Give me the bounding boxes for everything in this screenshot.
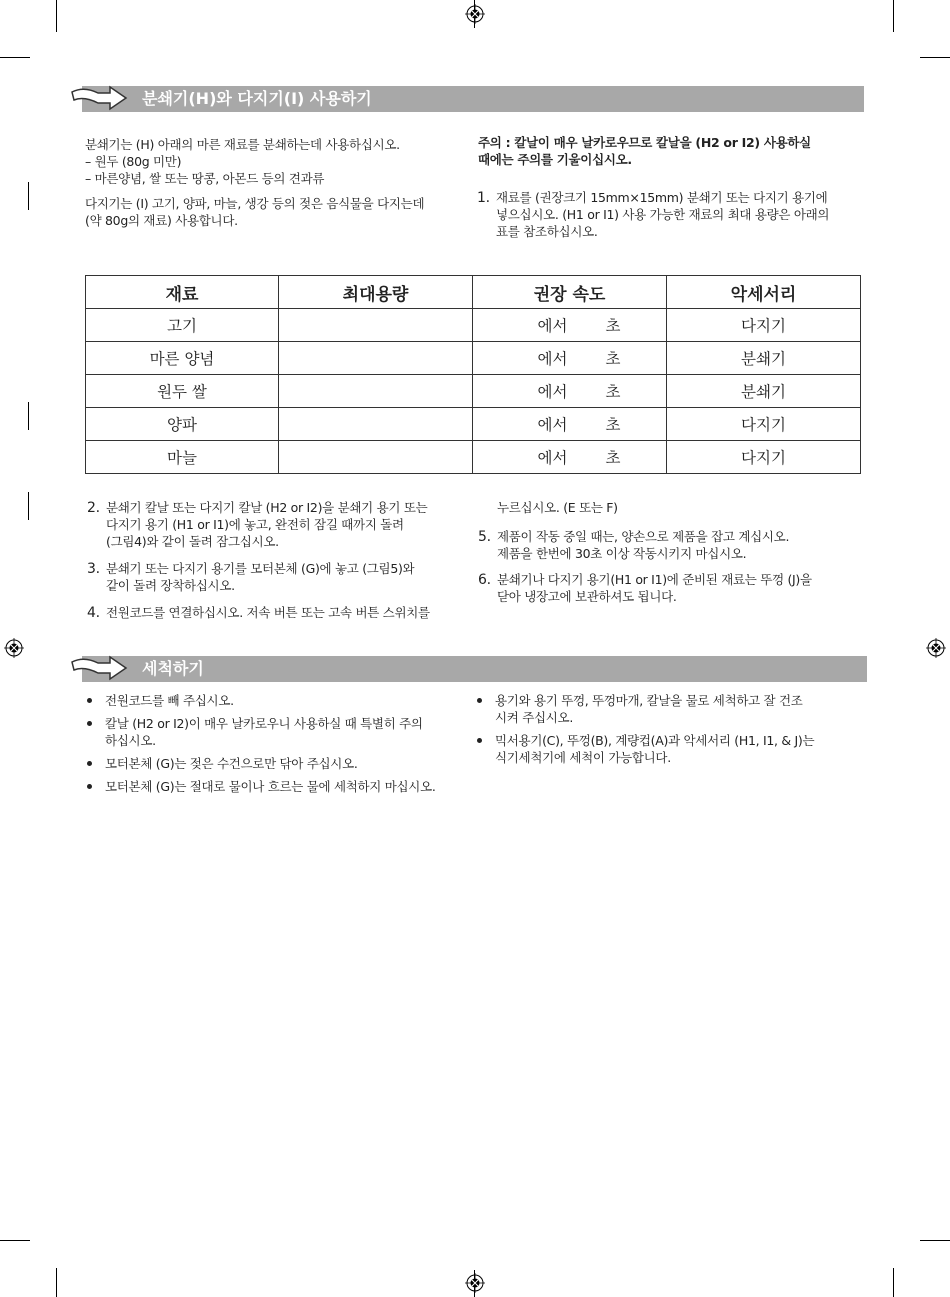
table-row xyxy=(86,375,861,408)
cell-accessory: 다지기 xyxy=(667,441,861,474)
list-item: 믹서용기(C), 뚜껑(B), 계량컵(A)과 악세서리 (H1, I1, & J)는 식기세척기에 세척이 가능합니다. xyxy=(475,732,855,766)
step-6-line2: 닫아 냉장고에 보관하셔도 됩니다. xyxy=(497,589,677,604)
chopper-intro-line2: (약 80g의 재료) 사용합니다. xyxy=(85,213,238,228)
cell-speed xyxy=(473,375,667,408)
section-banner-grinder-chopper xyxy=(82,86,864,112)
step-2-line3: (그림4)와 같이 돌려 잠그십시오. xyxy=(106,534,279,549)
speed-seconds: 초 xyxy=(605,416,621,434)
step-4-continued xyxy=(497,499,867,516)
caution-block xyxy=(478,134,868,168)
cell-capacity xyxy=(279,441,473,474)
list-item: 칼날 (H2 or I2)이 매우 날카로우니 사용하실 때 특별히 주의 하십시오. xyxy=(85,715,465,749)
registration-mark-icon xyxy=(4,638,24,658)
section-title: 세척하기 xyxy=(142,659,204,678)
grinder-item-coffee: – 원두 (80g 미만) xyxy=(85,154,182,169)
list-item: 용기와 용기 뚜껑, 뚜껑마개, 칼날을 물로 세척하고 잘 건조 시켜 주십시오. xyxy=(475,692,855,726)
chopper-intro-line1: 다지기는 (I) 고기, 양파, 마늘, 생강 등의 젖은 음식물을 다지는데 xyxy=(85,196,425,211)
step-4 xyxy=(87,604,464,621)
header-speed: 권장 속도 xyxy=(473,276,667,309)
cell-accessory: 다지기 xyxy=(667,408,861,441)
cell-speed xyxy=(473,408,667,441)
speed-from: 에서 xyxy=(537,350,568,368)
step-number: 4. xyxy=(87,605,100,621)
caution-line1: 주의 : 칼날이 매우 날카로우므로 칼날을 (H2 or I2) 사용하실 xyxy=(478,135,811,150)
table-header-row xyxy=(86,276,861,309)
cell-speed xyxy=(473,441,667,474)
registration-mark-icon xyxy=(465,1273,485,1293)
registration-mark-icon xyxy=(926,638,946,658)
cell-capacity xyxy=(279,375,473,408)
arrow-icon xyxy=(70,654,130,684)
speed-seconds: 초 xyxy=(605,383,621,401)
cell-accessory: 분쇄기 xyxy=(667,342,861,375)
cell-material: 마른 양념 xyxy=(86,342,279,375)
step-5 xyxy=(478,528,867,562)
step-5-line1: 제품이 작동 중일 때는, 양손으로 제품을 잡고 계십시오. xyxy=(497,529,790,544)
cell-capacity xyxy=(279,408,473,441)
header-material: 재료 xyxy=(86,276,279,309)
step-1-line1: 재료를 (권장크기 15mm×15mm) 분쇄기 또는 다지기 용기에 xyxy=(496,190,828,205)
cell-speed xyxy=(473,342,667,375)
speed-from: 에서 xyxy=(537,383,568,401)
list-item: 모터본체 (G)는 젖은 수건으로만 닦아 주십시오. xyxy=(85,755,465,772)
step-4-line1: 전원코드를 연결하십시오. 저속 버튼 또는 고속 버튼 스위치를 xyxy=(106,605,430,620)
step-5-line2: 제품을 한번에 30초 이상 작동시키지 마십시오. xyxy=(497,546,747,561)
table-row xyxy=(86,408,861,441)
cleaning-list-right xyxy=(475,692,855,772)
step-2-line1: 분쇄기 칼날 또는 다지기 칼날 (H2 or I2)을 분쇄기 용기 또는 xyxy=(106,500,428,515)
step-4-line2: 누르십시오. (E 또는 F) xyxy=(497,500,618,515)
capacity-table xyxy=(85,275,861,474)
table-row xyxy=(86,309,861,342)
step-6-line1: 분쇄기나 다지기 용기(H1 or I1)에 준비된 재료는 뚜껑 (J)을 xyxy=(497,572,812,587)
section-banner-cleaning xyxy=(82,656,867,682)
speed-from: 에서 xyxy=(537,317,568,335)
grinder-item-nuts: – 마른양념, 쌀 또는 땅콩, 아몬드 등의 견과류 xyxy=(85,171,325,186)
speed-from: 에서 xyxy=(537,449,568,467)
step-6 xyxy=(478,571,867,605)
cleaning-list-left xyxy=(85,692,465,801)
cell-material: 양파 xyxy=(86,408,279,441)
step-2 xyxy=(87,499,464,550)
table-row xyxy=(86,342,861,375)
cell-material: 고기 xyxy=(86,309,279,342)
speed-seconds: 초 xyxy=(605,317,621,335)
cell-speed xyxy=(473,309,667,342)
step-number: 5. xyxy=(478,529,491,545)
header-accessory: 악세서리 xyxy=(667,276,861,309)
arrow-icon xyxy=(70,84,130,114)
cell-accessory: 분쇄기 xyxy=(667,375,861,408)
list-item: 모터본체 (G)는 절대로 물이나 흐르는 물에 세척하지 마십시오. xyxy=(85,778,465,795)
step-3-line2: 같이 돌려 장착하십시오. xyxy=(106,578,235,593)
speed-seconds: 초 xyxy=(605,449,621,467)
grinder-intro-block xyxy=(85,136,465,229)
step-3-line1: 분쇄기 또는 다지기 용기를 모터본체 (G)에 놓고 (그림5)와 xyxy=(106,561,415,576)
list-item: 전원코드를 빼 주십시오. xyxy=(85,692,465,709)
cell-material: 원두 쌀 xyxy=(86,375,279,408)
step-1-line3: 표를 참조하십시오. xyxy=(496,224,598,239)
caution-line2: 때에는 주의를 기울이십시오. xyxy=(478,152,632,167)
step-number: 6. xyxy=(478,572,491,588)
step-2-line2: 다지기 용기 (H1 or I1)에 놓고, 완전히 잠길 때까지 돌려 xyxy=(106,517,404,532)
cell-accessory: 다지기 xyxy=(667,309,861,342)
registration-mark-icon xyxy=(465,4,485,24)
cell-capacity xyxy=(279,309,473,342)
grinder-intro: 분쇄기는 (H) 아래의 마른 재료를 분쇄하는데 사용하십시오. xyxy=(85,137,400,152)
step-number: 3. xyxy=(87,561,100,577)
step-number: 2. xyxy=(87,500,100,516)
speed-seconds: 초 xyxy=(605,350,621,368)
cell-capacity xyxy=(279,342,473,375)
step-1-line2: 넣으십시오. (H1 or I1) 사용 가능한 재료의 최대 용량은 아래의 xyxy=(496,207,830,222)
step-1 xyxy=(477,189,866,240)
header-capacity: 최대용량 xyxy=(279,276,473,309)
speed-from: 에서 xyxy=(537,416,568,434)
step-3 xyxy=(87,560,464,594)
table-row xyxy=(86,441,861,474)
section-title: 분쇄기(H)와 다지기(I) 사용하기 xyxy=(142,89,372,108)
step-number: 1. xyxy=(477,190,490,206)
cell-material: 마늘 xyxy=(86,441,279,474)
